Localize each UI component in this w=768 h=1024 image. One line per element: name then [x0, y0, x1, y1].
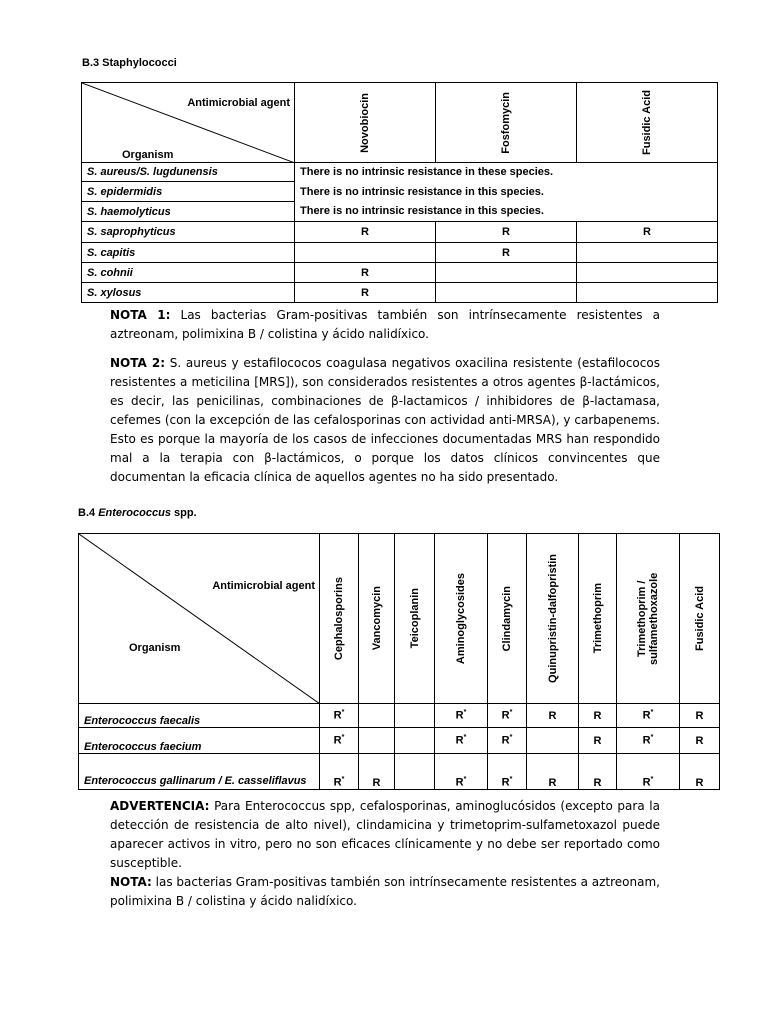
nota-final-text: las bacterias Gram-positivas también son intrínsecamente resistentes a aztreonam, polimixina B / colistina y ácido nalidíxico.	[110, 875, 660, 908]
resistance-cell: R	[579, 754, 617, 790]
nota1-text: Las bacterias Gram-positivas también son intrínsecamente resistentes a aztreonam, polimixina B / colistina y ácido nalidíxico.	[110, 308, 660, 341]
resistance-cell: R*	[488, 704, 527, 728]
table-row	[79, 754, 720, 790]
nota-final-paragraph	[110, 873, 660, 911]
table-header-corner	[82, 83, 295, 163]
organism-cell: Enterococcus faecalis	[79, 704, 320, 728]
resistance-cell: R	[680, 704, 720, 728]
column-header: Fosfomycin	[436, 83, 577, 163]
column-header: Cephalosporins	[320, 534, 359, 704]
resistance-cell: R*	[617, 728, 680, 754]
nota2-label: NOTA 2:	[110, 356, 166, 370]
resistance-cell	[359, 704, 395, 728]
resistance-cell	[395, 728, 435, 754]
resistance-cell: R	[680, 728, 720, 754]
resistance-cell: R*	[617, 704, 680, 728]
diagonal-line	[82, 83, 295, 163]
organism-cell: S. cohnii	[82, 263, 295, 283]
resistance-cell: R*	[488, 728, 527, 754]
resistance-cell: R*	[320, 754, 359, 790]
nota2-text: S. aureus y estafilococos coagulasa negativos oxacilina resistente (estafilococos resistentes a meticilina [MRS]), son considerados resistentes a otros agentes β-lactámicos, es decir, las penicilinas, combinaciones de β-lactamicos / inhibidores de β-lactamasa, cefemes (con la excepción de las cefalosporinas con actividad anti-MRSA), y carbapenems. Esto es porque la mayoría de los casos de infecciones documentadas MRS han respondido mal a la terapia con β-lactámicos, o porque los datos clínicos convincentes que documentan la eficacia clínica de aquellos agentes no ha sido presentado.	[110, 356, 660, 484]
section-b4-heading: B.4 Enterococcus spp.	[78, 507, 197, 519]
table-row	[79, 704, 720, 728]
footnote-marker: *	[341, 776, 345, 784]
staphylococci-table	[81, 82, 718, 303]
resistance-cell	[577, 283, 718, 303]
nota-final-label: NOTA:	[110, 875, 152, 889]
column-header: Novobiocin	[295, 83, 436, 163]
organism-cell: S. epidermidis	[82, 182, 295, 202]
header-agent-label: Antimicrobial agent	[187, 97, 290, 109]
resistance-cell: R*	[435, 754, 488, 790]
footnote-marker: *	[463, 776, 467, 784]
resistance-cell	[359, 728, 395, 754]
column-header: Fusidic Acid	[577, 83, 718, 163]
table-row	[79, 728, 720, 754]
footnote-marker: *	[509, 709, 513, 717]
resistance-cell	[295, 243, 436, 263]
resistance-cell	[436, 283, 577, 303]
column-header: Clindamycin	[488, 534, 527, 704]
header-agent-label: Antimicrobial agent	[212, 580, 315, 592]
section-b3-heading: B.3 Staphylococci	[82, 57, 177, 69]
column-header: Quinupristin-dalfopristin	[527, 534, 579, 704]
column-header: Trimethoprim / sulfamethoxazole	[617, 534, 680, 704]
organism-cell: Enterococcus gallinarum / E. casseliflavus	[79, 754, 320, 790]
no-resistance-note: There is no intrinsic resistance in this species.	[295, 202, 718, 222]
footnote-marker: *	[509, 734, 513, 742]
resistance-cell: R	[579, 704, 617, 728]
footnote-marker: *	[650, 734, 654, 742]
header-organism-label: Organism	[129, 642, 181, 654]
footnote-marker: *	[463, 709, 467, 717]
resistance-cell: R	[527, 754, 579, 790]
resistance-cell: R*	[435, 728, 488, 754]
nota2-paragraph	[110, 354, 660, 487]
column-header: Vancomycin	[359, 534, 395, 704]
resistance-cell: R*	[488, 754, 527, 790]
resistance-cell	[395, 704, 435, 728]
resistance-cell: R	[527, 704, 579, 728]
footnote-marker: *	[650, 776, 654, 784]
advertencia-text: Para Enterococcus spp, cefalosporinas, aminoglucósidos (excepto para la detección de resistencia de alto nivel), clindamicina y trimetoprim-sulfametoxazol puede aparecer activos in vitro, pero no son eficaces clínicamente y no debe ser reportado como susceptible.	[110, 799, 660, 870]
resistance-cell: R	[295, 222, 436, 243]
resistance-cell: R	[295, 263, 436, 283]
column-header: Fusidic Acid	[680, 534, 720, 704]
footnote-marker: *	[650, 709, 654, 717]
resistance-cell	[577, 263, 718, 283]
footnote-marker: *	[341, 734, 345, 742]
resistance-cell: R*	[617, 754, 680, 790]
resistance-cell	[577, 243, 718, 263]
resistance-cell	[395, 754, 435, 790]
diagonal-line	[79, 534, 320, 704]
resistance-cell: R	[680, 754, 720, 790]
organism-cell: Enterococcus faecium	[79, 728, 320, 754]
column-header: Trimethoprim	[579, 534, 617, 704]
footnote-marker: *	[463, 734, 467, 742]
footnote-marker: *	[341, 709, 345, 717]
resistance-cell: R*	[435, 704, 488, 728]
resistance-cell: R*	[320, 704, 359, 728]
footnote-marker: *	[509, 776, 513, 784]
no-resistance-note: There is no intrinsic resistance in these species.	[295, 163, 718, 182]
organism-cell: S. saprophyticus	[82, 222, 295, 243]
organism-cell: S. aureus/S. lugdunensis	[82, 163, 295, 182]
resistance-cell: R	[359, 754, 395, 790]
resistance-cell	[527, 728, 579, 754]
column-header: Teicoplanin	[395, 534, 435, 704]
resistance-cell: R*	[320, 728, 359, 754]
organism-cell: S. haemolyticus	[82, 202, 295, 222]
resistance-cell: R	[436, 222, 577, 243]
nota1-paragraph	[110, 306, 660, 344]
resistance-cell: R	[577, 222, 718, 243]
header-organism-label: Organism	[122, 149, 174, 161]
resistance-cell: R	[436, 243, 577, 263]
table-header-corner	[79, 534, 320, 704]
advertencia-label: ADVERTENCIA:	[110, 799, 210, 813]
resistance-cell: R	[579, 728, 617, 754]
organism-cell: S. xylosus	[82, 283, 295, 303]
no-resistance-note: There is no intrinsic resistance in this species.	[295, 182, 718, 202]
advertencia-paragraph	[110, 797, 660, 873]
enterococcus-table	[78, 533, 720, 790]
organism-cell: S. capitis	[82, 243, 295, 263]
resistance-cell	[436, 263, 577, 283]
nota1-label: NOTA 1:	[110, 308, 171, 322]
resistance-cell: R	[295, 283, 436, 303]
column-header: Aminoglycosides	[435, 534, 488, 704]
